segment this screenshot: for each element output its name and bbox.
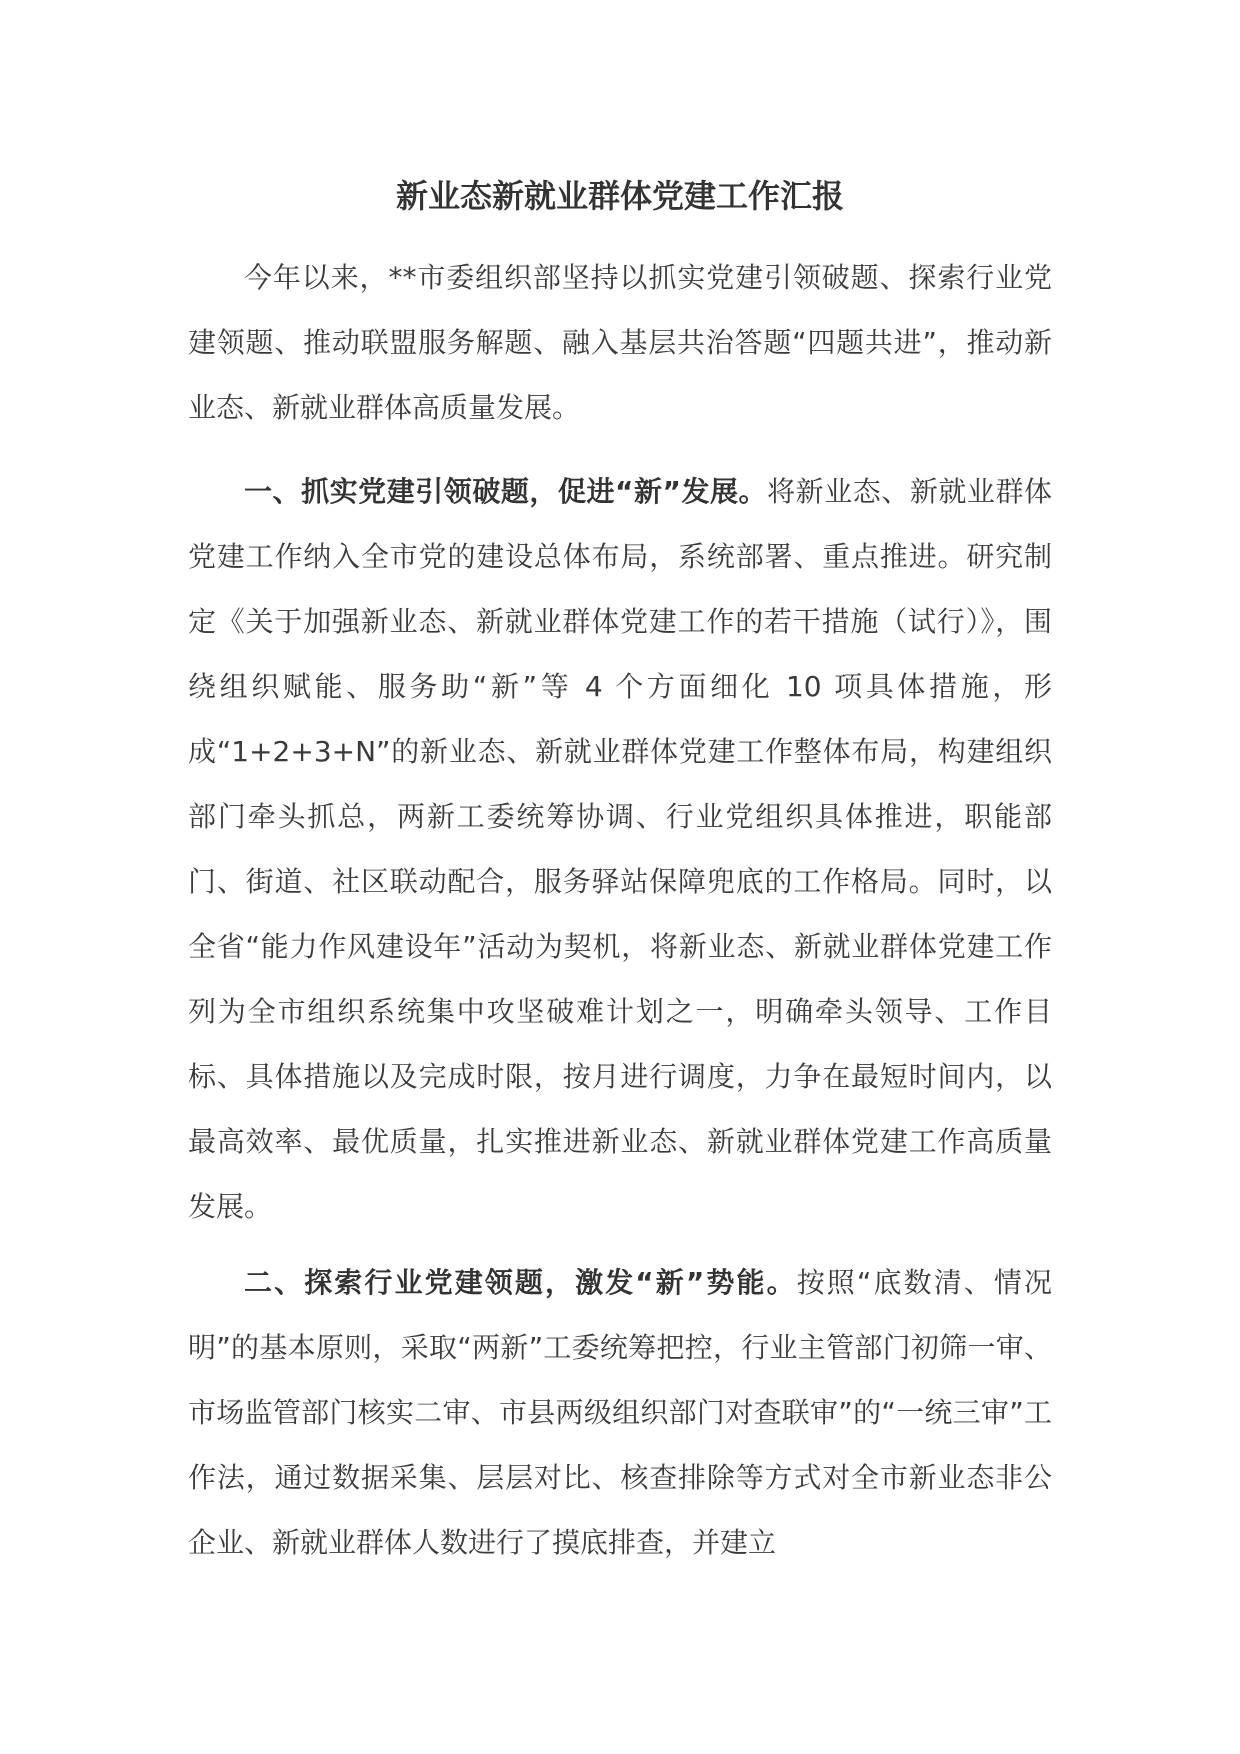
document-title: 新业态新就业群体党建工作汇报 xyxy=(395,177,844,215)
section-1-paragraph xyxy=(188,459,1052,1239)
section-2-paragraph xyxy=(188,1250,1052,1575)
section-2-heading: 二、探索行业党建领题，激发“新”势能。 xyxy=(244,1266,797,1299)
section-2-body: 按照“底数清、情况明”的基本原则，采取“两新”工委统筹把控，行业主管部门初筛一审、市场监管部门核实二审、市县两级组织部门对查联审”的“一统三审”工作法，通过数据采集、层层对比、核查排除等方式对全市新业态非公企业、新就业群体人数进行了摸底排查，并建立 xyxy=(188,1266,1052,1559)
section-1-body: 将新业态、新就业群体党建工作纳入全市党的建设总体布局，系统部署、重点推进。研究制定《关于加强新业态、新就业群体党建工作的若干措施（试行）》，围绕组织赋能、服务助“新”等 4 个方面细化 10 项具体措施，形成“1+2+3+N”的新业态、新就业群体党建工作整体布局，构建组织部门牵头抓总，两新工委统筹协调、行业党组织具体推进，职能部门、街道、社区联动配合，服务驿站保障兜底的工作格局。同时，以全省“能力作风建设年”活动为契机，将新业态、新就业群体党建工作列为全市组织系统集中攻坚破难计划之一，明确牵头领导、工作目标、具体措施以及完成时限，按月进行调度，力争在最短时间内，以最高效率、最优质量，扎实推进新业态、新就业群体党建工作高质量发展。 xyxy=(188,475,1052,1223)
section-1-heading: 一、抓实党建引领破题，促进“新”发展。 xyxy=(244,475,768,508)
intro-paragraph: 今年以来，**市委组织部坚持以抓实党建引领破题、探索行业党建领题、推动联盟服务解题、融入基层共治答题“四题共进”，推动新业态、新就业群体高质量发展。 xyxy=(188,261,1052,424)
